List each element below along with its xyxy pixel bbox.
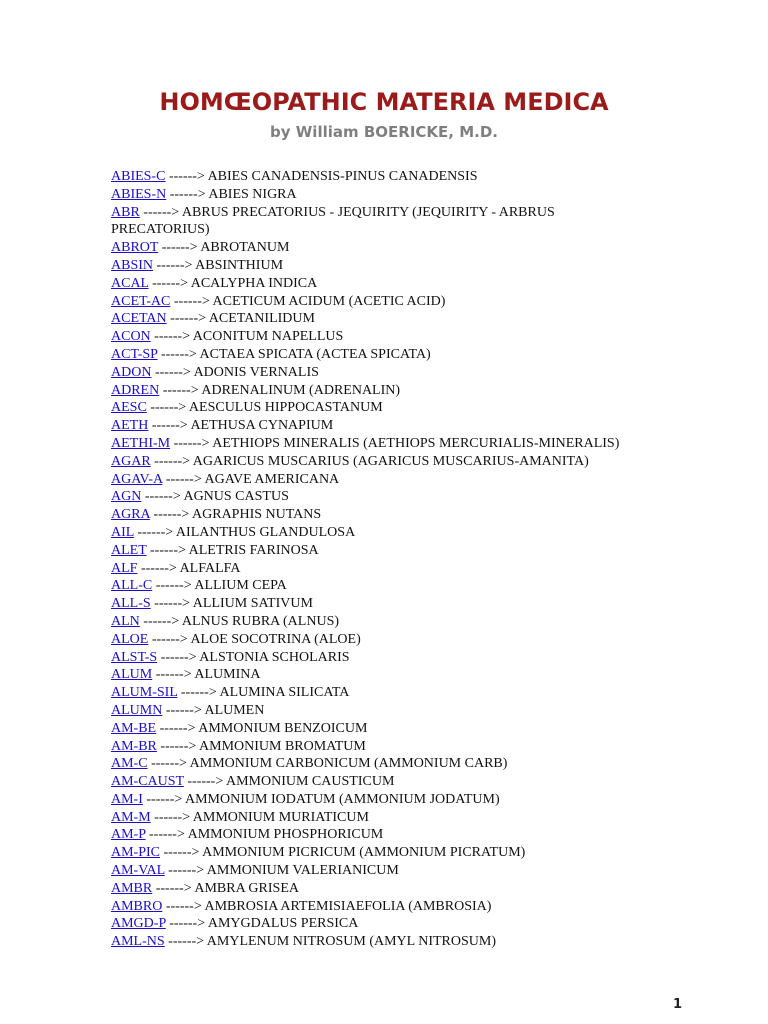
arrow-separator: ------>	[152, 578, 195, 594]
remedy-abbreviation-link[interactable]: AIL	[111, 524, 134, 540]
remedy-abbreviation-link[interactable]: AMBR	[111, 880, 153, 896]
remedy-entry	[111, 755, 651, 773]
remedy-name: AMMONIUM MURIATICUM	[192, 809, 369, 825]
remedy-abbreviation-link[interactable]: AGAV-A	[111, 471, 163, 487]
remedy-entry	[111, 862, 651, 880]
arrow-separator: ------>	[156, 720, 199, 736]
arrow-separator: ------>	[150, 809, 193, 825]
remedy-name: ACONITUM NAPELLUS	[192, 329, 344, 345]
arrow-separator: ------>	[148, 631, 191, 647]
remedy-name: AMYLENUM NITROSUM (AMYL NITROSUM)	[206, 934, 496, 950]
remedy-name: ALUMINA SILICATA	[219, 685, 350, 701]
arrow-separator: ------>	[146, 400, 189, 416]
remedy-entry	[111, 915, 651, 933]
remedy-abbreviation-link[interactable]: ALUM	[111, 667, 153, 683]
remedy-name: AESCULUS HIPPOCASTANUM	[188, 400, 383, 416]
remedy-entry	[111, 310, 651, 328]
arrow-separator: ------>	[142, 791, 185, 807]
remedy-name: ALUMINA	[194, 667, 261, 683]
remedy-abbreviation-link[interactable]: ACT-SP	[111, 346, 158, 362]
remedy-entry	[111, 293, 651, 311]
remedy-name: AGNUS CASTUS	[183, 489, 289, 505]
arrow-separator: ------>	[166, 186, 209, 202]
arrow-separator: ------>	[146, 542, 189, 558]
remedy-name: AMMONIUM PICRICUM (AMMONIUM PICRATUM)	[202, 845, 526, 861]
remedy-entry	[111, 328, 651, 346]
remedy-entry	[111, 880, 651, 898]
remedy-abbreviation-link[interactable]: ALUM-SIL	[111, 685, 178, 701]
remedy-entry	[111, 720, 651, 738]
arrow-separator: ------>	[162, 471, 205, 487]
remedy-entry	[111, 684, 651, 702]
remedy-name: ALETRIS FARINOSA	[188, 542, 319, 558]
remedy-entry	[111, 702, 651, 720]
remedy-name: AMMONIUM CAUSTICUM	[225, 774, 395, 790]
remedy-entry	[111, 844, 651, 862]
remedy-abbreviation-link[interactable]: ACETAN	[111, 311, 167, 327]
remedy-abbreviation-link[interactable]: AMBRO	[111, 898, 163, 914]
arrow-separator: ------>	[160, 845, 203, 861]
remedy-entry	[111, 826, 651, 844]
page-number: 1	[672, 997, 682, 1012]
arrow-separator: ------>	[166, 311, 209, 327]
remedy-abbreviation-link[interactable]: AM-CAUST	[111, 774, 184, 790]
remedy-name: ALLIUM CEPA	[194, 578, 287, 594]
remedy-entry	[111, 364, 651, 382]
arrow-separator: ------>	[137, 560, 180, 576]
remedy-abbreviation-link[interactable]: ALN	[111, 613, 140, 629]
remedy-entry	[111, 435, 651, 453]
remedy-abbreviation-link[interactable]: AM-PIC	[111, 845, 161, 861]
remedy-entry	[111, 471, 651, 489]
remedy-name: AMMONIUM VALERIANICUM	[206, 863, 399, 879]
remedy-name: ALLIUM SATIVUM	[192, 596, 313, 612]
arrow-separator: ------>	[165, 916, 208, 932]
arrow-separator: ------>	[145, 827, 188, 843]
remedy-entry	[111, 809, 651, 827]
remedy-entry	[111, 417, 651, 435]
arrow-separator: ------>	[149, 507, 193, 523]
remedy-name: ALFALFA	[179, 560, 241, 576]
remedy-entry	[111, 257, 651, 275]
remedy-entry	[111, 275, 651, 293]
arrow-separator: ------>	[141, 489, 184, 505]
remedy-name: ABIES CANADENSIS-PINUS CANADENSIS	[207, 169, 478, 184]
remedy-entry	[111, 631, 651, 649]
remedy-list	[111, 168, 651, 951]
remedy-entry	[111, 649, 651, 667]
remedy-abbreviation-link[interactable]: AETHI-M	[111, 435, 171, 451]
arrow-separator: ------>	[139, 613, 182, 629]
remedy-abbreviation-link[interactable]: ALUMN	[111, 702, 163, 718]
arrow-separator: ------>	[139, 204, 182, 220]
remedy-entry	[111, 560, 651, 578]
arrow-separator: ------>	[162, 702, 205, 718]
remedy-abbreviation-link[interactable]: AESC	[111, 400, 147, 416]
remedy-name: AGARICUS MUSCARIUS (AGARICUS MUSCARIUS-AMANITA)	[192, 453, 589, 469]
page-title: HOMŒOPATHIC MATERIA MEDICA	[159, 88, 609, 116]
remedy-entry	[111, 577, 651, 595]
remedy-name: ACALYPHA INDICA	[190, 275, 318, 291]
remedy-abbreviation-link[interactable]: ACET-AC	[111, 293, 171, 309]
remedy-name: AGRAPHIS NUTANS	[192, 507, 322, 523]
remedy-entry	[111, 204, 651, 240]
remedy-abbreviation-link[interactable]: ACON	[111, 329, 151, 345]
remedy-entry	[111, 933, 651, 951]
arrow-separator: ------>	[152, 667, 195, 683]
remedy-entry	[111, 239, 651, 257]
remedy-abbreviation-link[interactable]: AML-NS	[111, 934, 165, 950]
remedy-abbreviation-link[interactable]: AM-I	[111, 791, 143, 807]
arrow-separator: ------>	[159, 382, 202, 398]
arrow-separator: ------>	[153, 257, 196, 273]
remedy-entry	[111, 382, 651, 400]
arrow-separator: ------>	[157, 649, 200, 665]
remedy-name: ALUMEN	[204, 702, 265, 718]
remedy-entry	[111, 186, 651, 204]
remedy-name: AMMONIUM BENZOICUM	[198, 720, 368, 736]
remedy-entry	[111, 738, 651, 756]
remedy-entry	[111, 168, 651, 186]
remedy-name: AILANTHUS GLANDULOSA	[175, 524, 356, 540]
arrow-separator: ------>	[170, 435, 213, 451]
remedy-abbreviation-link[interactable]: ADON	[111, 364, 152, 380]
remedy-name: ALSTONIA SCHOLARIS	[199, 649, 350, 665]
arrow-separator: ------>	[148, 418, 191, 434]
remedy-entry	[111, 542, 651, 560]
remedy-abbreviation-link[interactable]: ALL-S	[111, 596, 151, 612]
arrow-separator: ------>	[165, 169, 208, 184]
arrow-separator: ------>	[150, 596, 193, 612]
remedy-name: AMBROSIA ARTEMISIAEFOLIA (AMBROSIA)	[204, 898, 492, 914]
remedy-abbreviation-link[interactable]: AM-BR	[111, 738, 157, 754]
remedy-entry	[111, 666, 651, 684]
remedy-abbreviation-link[interactable]: AM-VAL	[111, 863, 165, 879]
author-byline: by William BOERICKE, M.D.	[270, 123, 498, 141]
remedy-entry	[111, 524, 651, 542]
remedy-abbreviation-link[interactable]: ABR	[111, 204, 140, 220]
remedy-abbreviation-link[interactable]: AM-BE	[111, 720, 157, 736]
remedy-entry	[111, 595, 651, 613]
remedy-abbreviation-link[interactable]: AM-C	[111, 756, 148, 772]
arrow-separator: ------>	[177, 685, 220, 701]
remedy-abbreviation-link[interactable]: AGAR	[111, 453, 151, 469]
remedy-name: ABIES NIGRA	[208, 186, 297, 202]
arrow-separator: ------>	[157, 346, 200, 362]
remedy-name: ALNUS RUBRA (ALNUS)	[181, 613, 340, 629]
remedy-name: ADONIS VERNALIS	[193, 364, 319, 380]
arrow-separator: ------>	[156, 738, 200, 754]
arrow-separator: ------>	[150, 453, 193, 469]
remedy-entry	[111, 791, 651, 809]
remedy-entry	[111, 488, 651, 506]
remedy-entry	[111, 346, 651, 364]
remedy-abbreviation-link[interactable]: ADREN	[111, 382, 160, 398]
remedy-abbreviation-link[interactable]: ABROT	[111, 240, 159, 256]
remedy-name: AETHUSA CYNAPIUM	[190, 418, 334, 434]
remedy-abbreviation-link[interactable]: AM-M	[111, 809, 151, 825]
arrow-separator: ------>	[152, 880, 195, 896]
arrow-separator: ------>	[158, 240, 201, 256]
remedy-abbreviation-link[interactable]: ALF	[111, 560, 138, 576]
remedy-name: AMMONIUM CARBONICUM (AMMONIUM CARB)	[189, 756, 508, 772]
remedy-abbreviation-link[interactable]: AMGD-P	[111, 916, 166, 932]
arrow-separator: ------>	[148, 275, 191, 291]
remedy-name: ABRUS PRECATORIUS - JEQUIRITY (JEQUIRITY - ARBRUS PRECATORIUS)	[111, 204, 555, 238]
remedy-entry	[111, 453, 651, 471]
arrow-separator: ------>	[147, 756, 190, 772]
remedy-name: ACETANILIDUM	[208, 311, 315, 327]
arrow-separator: ------>	[150, 329, 193, 345]
remedy-name: ABSINTHIUM	[195, 257, 284, 273]
remedy-abbreviation-link[interactable]: ACAL	[111, 275, 149, 291]
remedy-name: ACTAEA SPICATA (ACTEA SPICATA)	[199, 346, 431, 362]
remedy-abbreviation-link[interactable]: ALOE	[111, 631, 149, 647]
remedy-abbreviation-link[interactable]: ABSIN	[111, 257, 154, 273]
remedy-abbreviation-link[interactable]: ABIES-C	[111, 169, 166, 184]
remedy-name: AMYGDALUS PERSICA	[207, 916, 359, 932]
arrow-separator: ------>	[164, 863, 207, 879]
arrow-separator: ------>	[133, 524, 176, 540]
remedy-abbreviation-link[interactable]: ALET	[111, 542, 147, 558]
remedy-name: AMBRA GRISEA	[194, 880, 299, 896]
remedy-abbreviation-link[interactable]: ALL-C	[111, 578, 153, 594]
remedy-name: ACETICUM ACIDUM (ACETIC ACID)	[212, 293, 446, 309]
remedy-entry	[111, 773, 651, 791]
remedy-entry	[111, 613, 651, 631]
remedy-name: AMMONIUM PHOSPHORICUM	[187, 827, 384, 843]
remedy-abbreviation-link[interactable]: AETH	[111, 418, 149, 434]
remedy-entry	[111, 399, 651, 417]
remedy-entry	[111, 898, 651, 916]
remedy-abbreviation-link[interactable]: AGRA	[111, 507, 150, 523]
remedy-entry	[111, 506, 651, 524]
remedy-name: AMMONIUM BROMATUM	[199, 738, 366, 754]
remedy-abbreviation-link[interactable]: ABIES-N	[111, 186, 167, 202]
remedy-name: ALOE SOCOTRINA (ALOE)	[190, 631, 361, 647]
remedy-name: AGAVE AMERICANA	[204, 471, 340, 487]
arrow-separator: ------>	[164, 934, 207, 950]
arrow-separator: ------>	[170, 293, 213, 309]
remedy-name: ADRENALINUM (ADRENALIN)	[201, 382, 401, 398]
remedy-name: AETHIOPS MINERALIS (AETHIOPS MERCURIALIS-MINERALIS)	[212, 435, 620, 451]
remedy-abbreviation-link[interactable]: AM-P	[111, 827, 146, 843]
remedy-name: AMMONIUM IODATUM (AMMONIUM JODATUM)	[185, 791, 500, 807]
arrow-separator: ------>	[183, 774, 226, 790]
arrow-separator: ------>	[162, 898, 205, 914]
remedy-abbreviation-link[interactable]: AGN	[111, 489, 142, 505]
arrow-separator: ------>	[151, 364, 194, 380]
remedy-name: ABROTANUM	[200, 240, 290, 256]
remedy-abbreviation-link[interactable]: ALST-S	[111, 649, 158, 665]
